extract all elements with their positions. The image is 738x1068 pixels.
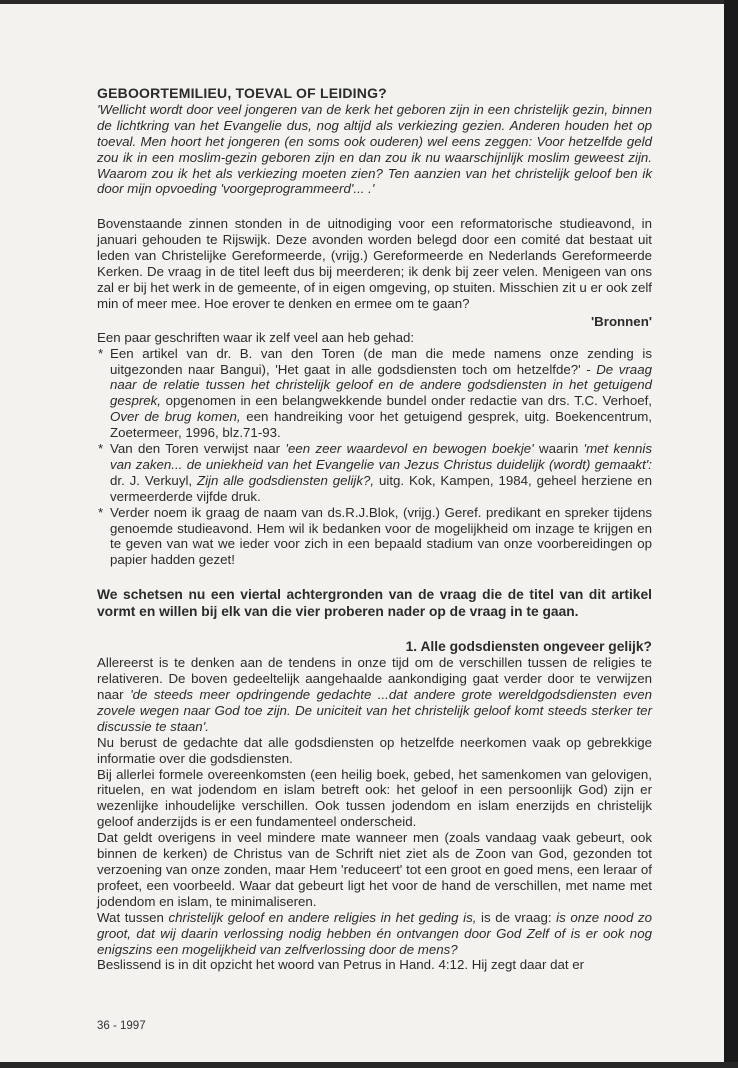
bullet: * <box>98 441 104 457</box>
paragraph <box>97 910 652 958</box>
text-span: 'een zeer waardevol en bewogen boekje' <box>285 441 534 457</box>
text-span: 'de steeds meer opdringende gedachte ...dat andere grote wereldgodsdiensten even zovele wegen naar God toe zijn. De uniciteit van het christelijk geloof komt steeds sterker ter discussie te staan'. <box>97 687 653 734</box>
text-span: Over de brug komen, <box>110 409 241 425</box>
scan-edge-top <box>0 0 738 4</box>
text-span: waarin <box>533 441 584 457</box>
scan-edge-right <box>724 0 738 1068</box>
page-footer: 36 - 1997 <box>97 1020 146 1032</box>
text-span: De vraag naar de relatie tussen het christelijk geloof en de andere godsdiensten in het getuigend gesprek, <box>110 361 652 409</box>
text-span: Allereerst is te denken aan de tendens in onze tijd om de verschillen tussen de religies te relativeren. De boven gedeeltelijk aangehaalde aankondiging gaat verder door te verwijzen naar <box>97 655 652 702</box>
text-span: Wat tussen <box>97 909 169 925</box>
text-span: een handreiking voor het getuigend gesprek, uitg. Boekencentrum, Zoetermeer, 1996, blz.71-93. <box>110 409 653 441</box>
text-span: Zijn alle godsdiensten gelijk?, <box>196 472 375 488</box>
text-span: is onze nood zo groot, dat wij daarin verlossing nodig hebben én ontvangen door God Zelf of is er ook nog enigszins een mogelijkheid van zelfverlossing door de mens? <box>97 909 652 957</box>
source-item <box>97 346 652 441</box>
text-span: Van den Toren verwijst naar <box>110 441 286 457</box>
bullet: * <box>98 345 104 361</box>
paragraph: Bij allerlei formele overeenkomsten (een heilig boek, gebed, het samenkomen van gelovigen, rituelen, en wat jodendom en islam betreft ook: het geloof in een persoonlijk God) zijn er wezenlijke inhoudelijke verschillen. Ook tussen jodendom en islam enerzijds en christelijk geloof anderzijds is er een fundamenteel onderscheid. <box>97 766 652 830</box>
sources-intro: Een paar geschriften waar ik zelf veel aan heb gehad: <box>97 329 415 345</box>
source-item <box>97 441 652 505</box>
text-span: opgenomen in een belangwekkende bundel onder redactie van drs. T.C. Verhoef, <box>161 393 652 409</box>
scan-edge-bottom <box>0 1062 738 1068</box>
text-span: 'met kennis van zaken... de uniekheid van het Evangelie van Jezus Christus duidelijk (wordt) gemaakt': <box>110 441 652 472</box>
paragraph: Nu berust de gedachte dat alle godsdiensten op hetzelfde neerkomen vaak op gebrekkige informatie over die godsdiensten. <box>97 734 652 766</box>
text-span: uitg. Kok, Kampen, 1984, geheel herziene en vermeerderde vijfde druk. <box>110 472 652 504</box>
article-title: GEBOORTEMILIEU, TOEVAL OF LEIDING? <box>97 85 387 101</box>
paragraph: Bovenstaande zinnen stonden in de uitnodiging voor een reformatorische studieavond, in januari gehouden te Rijswijk. Deze avonden worden belegd door een comité dat bestaat uit leden van Christelijke Gereformeerde, (vrijg.) Gereformeerde en Nederlands Gereformeerde Kerken. De vraag in de titel leeft dus bij meerderen; ik denk bij zeer velen. Menigeen van ons zal er bij het werk in de gemeente, of in eigen omgeving, op stuiten. Misschien zit u er ook zelf min of meer mee. Hoe erover te denken en ermee om te gaan? <box>97 216 652 311</box>
text-span: Een artikel van dr. B. van den Toren (de man die mede namens onze zending is uitgezonden naar Bangui), 'Het gaat in alle godsdiensten toch om hetzelfde?' - <box>110 345 652 377</box>
section-heading: 1. Alle godsdiensten ongeveer gelijk? <box>405 639 652 655</box>
article-body <box>97 86 652 973</box>
sources-list <box>97 346 652 569</box>
text-span: dr. J. Verkuyl, <box>110 472 197 488</box>
paragraph <box>97 655 652 735</box>
paragraph: Dat geldt overigens in veel mindere mate wanneer men (zoals vandaag vaak gebeurt, ook binnen de kerken) de Christus van de Schrift niet ziet als de Zoon van God, gezonden tot verzoening van onze zonden, maar Hem 'reduceert' tot een groot en goed mens, een leraar of profeet, een voorbeeld. Waar dat gebeurt ligt het voor de hand de verschillen, met name met jodendom en islam, te minimaliseren. <box>97 830 652 909</box>
text-span: christelijk geloof en andere religies in het geding is, <box>168 909 477 925</box>
text-span: Verder noem ik graag de naam van ds.R.J.Blok, (vrijg.) Geref. predikant en spreker tijdens genoemde studieavond. Hem wil ik bedanken voor de mogelijkheid om inzage te krijgen en te geven van wat we ieder voor zich in een bepaald stadium van onze voorbereidingen op papier hadden gezet! <box>110 504 652 568</box>
bronnen-label: 'Bronnen' <box>591 313 652 329</box>
source-item <box>97 505 652 569</box>
lead-paragraph: We schetsen nu een viertal achtergronden van de vraag die de titel van dit artikel vormt en willen bij elk van die vier proberen nader op de vraag in te gaan. <box>97 587 652 619</box>
text-span: is de vraag: <box>476 909 557 925</box>
intro-quote: 'Wellicht wordt door veel jongeren van de kerk het geboren zijn in een christelijk gezin, binnen de lichtkring van het Evangelie dus, nog altijd als verkiezing gezien. Anderen houden het op toeval. Men hoort het jongeren (en soms ook ouderen) wel eens zeggen: Voor hetzelfde geld zou ik in een moslim-gezin geboren zijn en dan zou ik nu waarschijnlijk moslim geweest zijn. Waarom zou ik het als verkiezing moeten zien? Ten aanzien van het christelijk geloof ben ik door mijn opvoeding 'voorgeprogrammeerd'... .' <box>97 101 652 197</box>
bullet: * <box>98 504 104 520</box>
paragraph: Beslissend is in dit opzicht het woord van Petrus in Hand. 4:12. Hij zegt daar dat er <box>97 957 585 973</box>
